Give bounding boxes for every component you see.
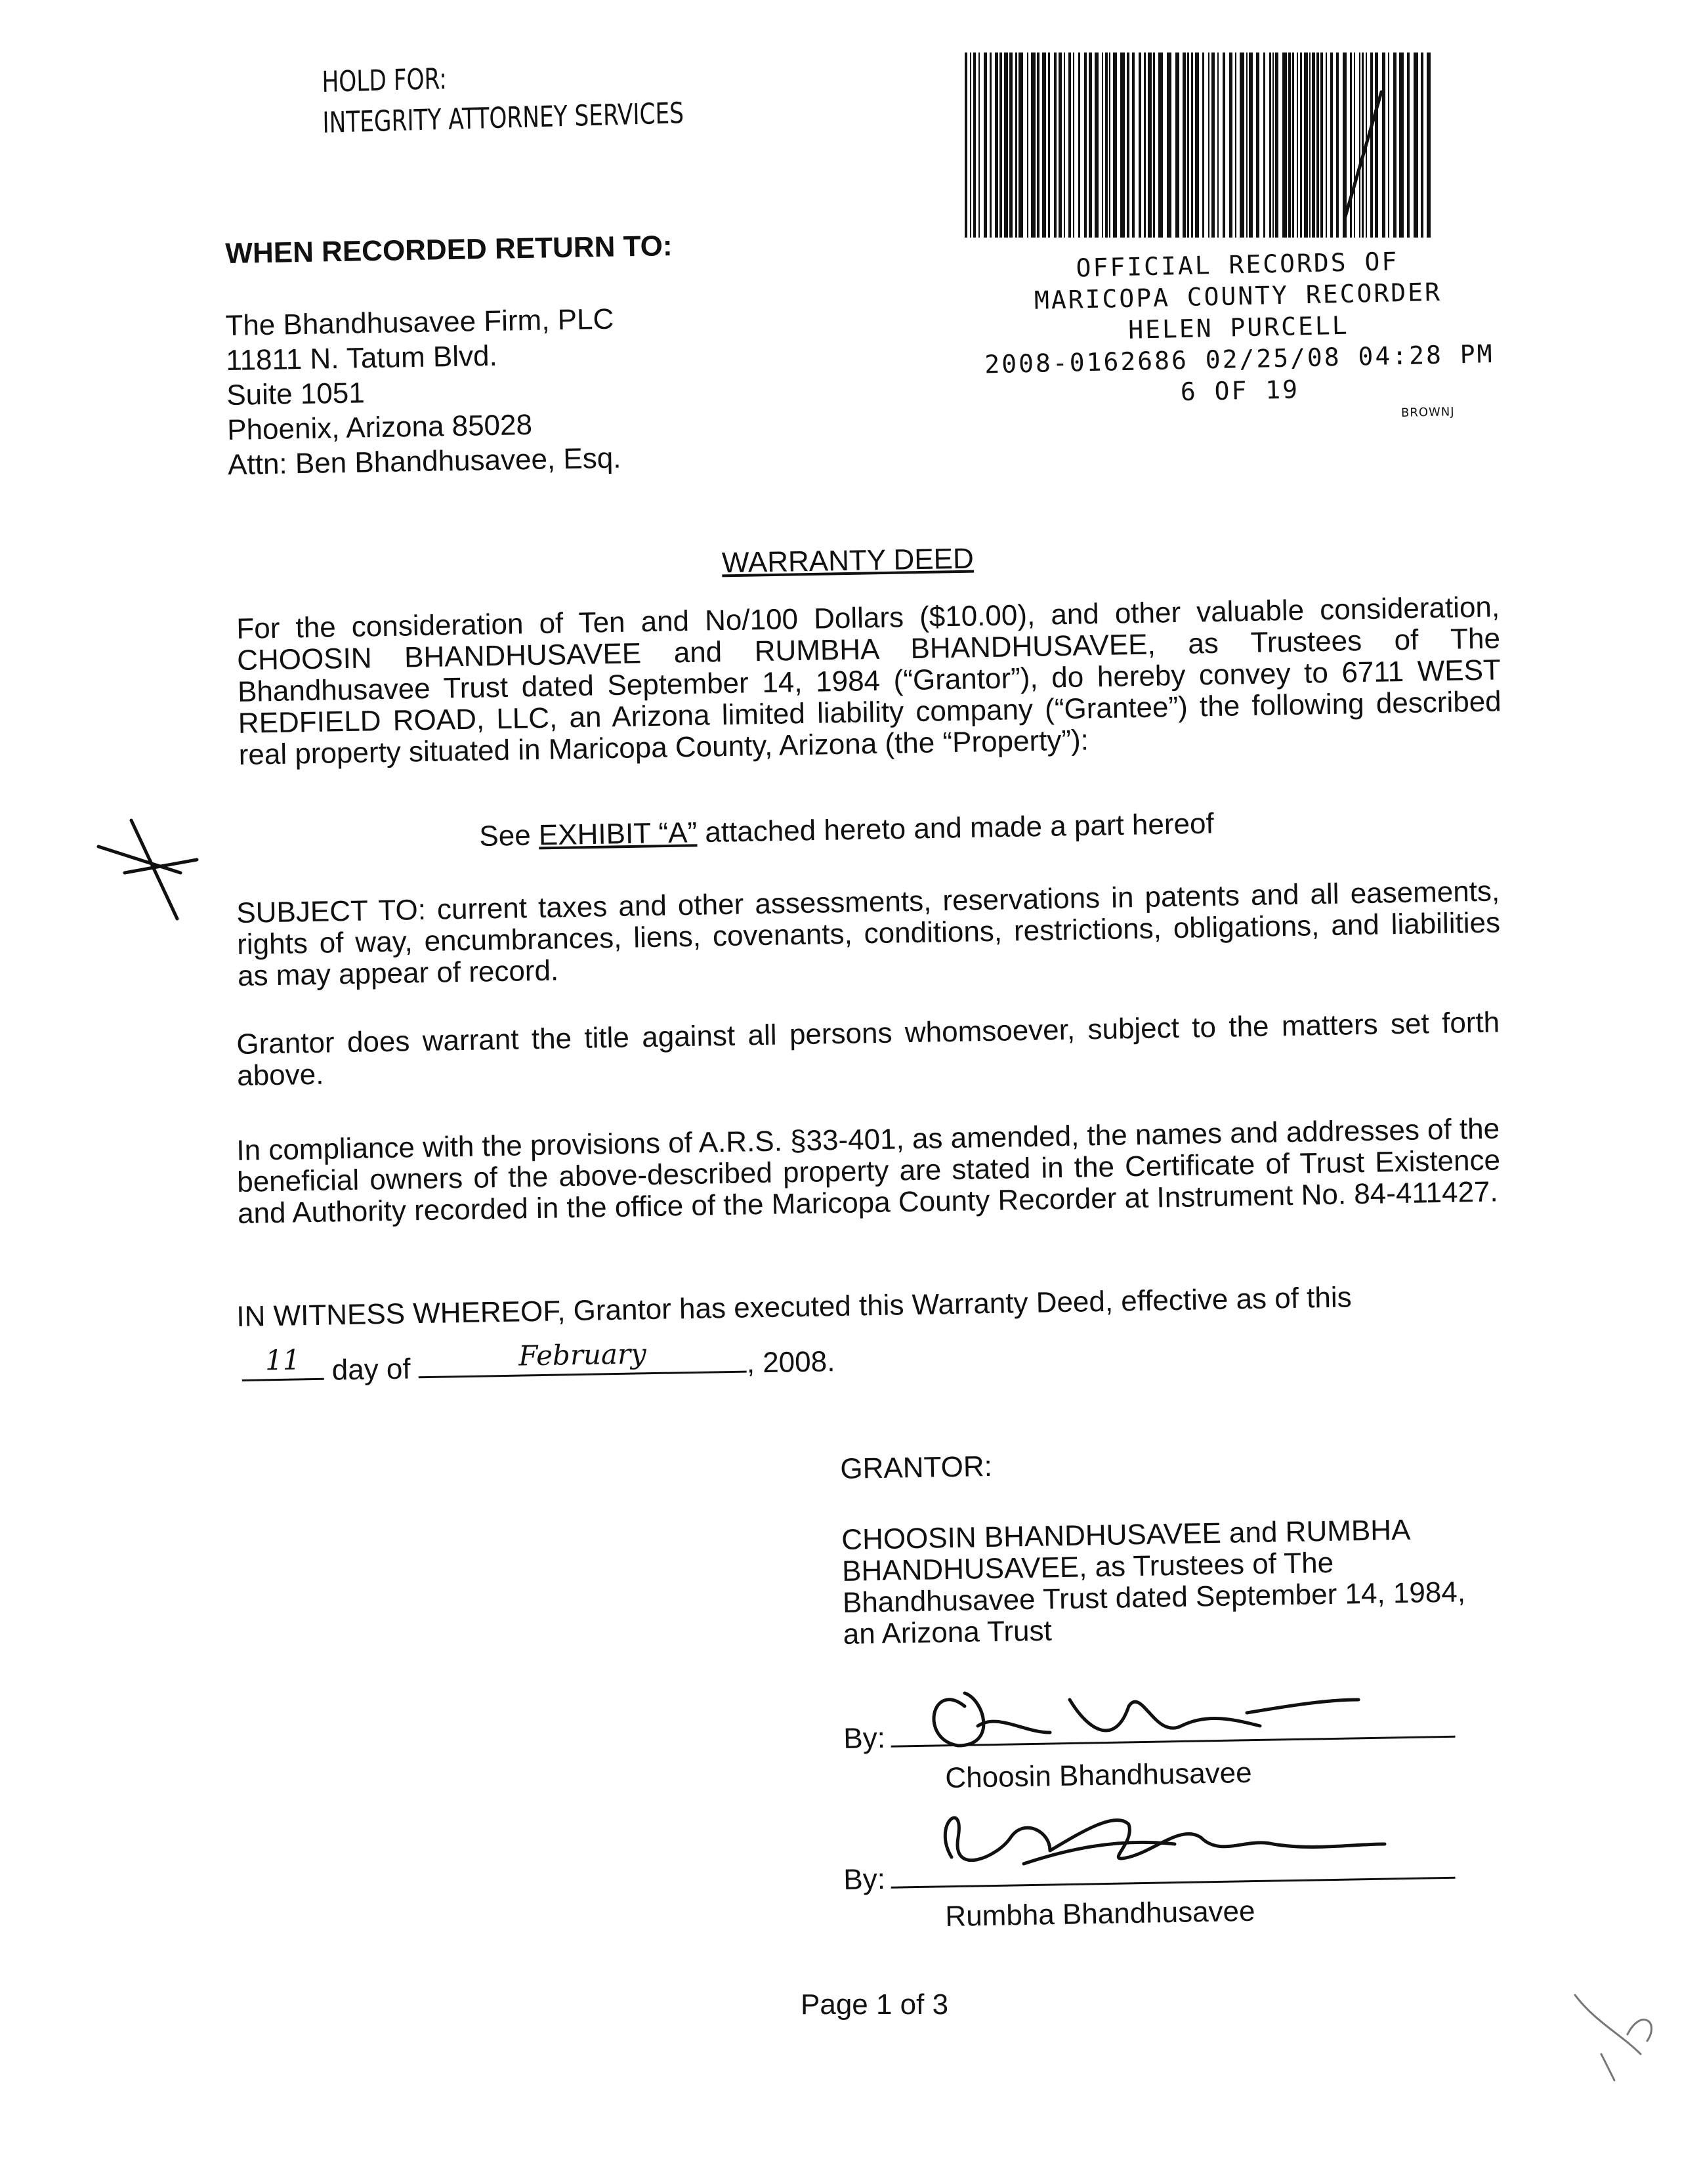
- barcode-bar: [1316, 52, 1319, 238]
- barcode-bar: [984, 52, 987, 238]
- consideration-paragraph: For the consideration of Ten and No/100 Dollars ($10.00), and other valuable consideration, CHOOSIN BHANDHUSAVEE and RUMBHA BHANDHUSAVEE, as Trustees of The Bhandhusavee Trust dated September 14, 1984 (“Grantor”), do hereby convey to 6711 WEST REDFIELD ROAD, LLC, an Arizona limited liability company (“Grantee”) the following described real property situated in Maricopa County, Arizona (the “Property”):: [236, 591, 1502, 771]
- barcode-bar: [1132, 52, 1135, 238]
- barcode-bar: [1399, 52, 1404, 238]
- barcode-bar: [1191, 52, 1193, 238]
- exhibit-link: EXHIBIT “A”: [538, 816, 698, 852]
- barcode-bar: [965, 52, 967, 238]
- exhibit-post: attached hereto and made a part hereof: [696, 807, 1215, 849]
- day-of-text: day of: [324, 1353, 419, 1387]
- recording-barcode: [965, 52, 1432, 238]
- barcode-bar: [1362, 52, 1364, 238]
- barcode-bar: [1073, 52, 1074, 238]
- grantor-label: GRANTOR:: [839, 1450, 993, 1485]
- barcode-bar: [1113, 52, 1117, 238]
- barcode-bar: [1370, 52, 1373, 238]
- grantor-line: Bhandhusavee Trust dated September 14, 1984,: [842, 1576, 1466, 1619]
- barcode-bar: [1249, 52, 1253, 238]
- barcode-bar: [1054, 52, 1057, 238]
- barcode-bar: [1354, 52, 1355, 238]
- hold-note-line-2: INTEGRITY ATTORNEY SERVICES: [322, 96, 684, 140]
- barcode-bar: [1175, 52, 1179, 238]
- barcode-bar: [1208, 52, 1209, 238]
- recorder-stamp: [965, 243, 1513, 412]
- barcode-bar: [1127, 52, 1129, 238]
- barcode-bar: [1336, 52, 1339, 238]
- barcode-bar: [973, 52, 976, 238]
- grantor-block: [840, 1442, 1466, 1650]
- barcode-bar: [1102, 52, 1103, 238]
- barcode-bar: [1068, 52, 1071, 238]
- signature-line-2: [843, 1853, 1455, 1897]
- day-handwritten: 11: [264, 1343, 301, 1377]
- barcode-bar: [1382, 52, 1385, 238]
- signer-name-1: Choosin Bhandhusavee: [945, 1756, 1253, 1794]
- year-text: , 2008.: [746, 1345, 835, 1379]
- barcode-bar: [1388, 52, 1389, 238]
- barcode-bar: [1275, 52, 1278, 238]
- barcode-bar: [1095, 52, 1099, 238]
- barcode-bar: [1246, 52, 1248, 238]
- barcode-bar: [1421, 52, 1423, 238]
- barcode-bar: [1031, 52, 1036, 238]
- barcode-bar: [1089, 52, 1092, 238]
- barcode-bar: [1282, 52, 1287, 238]
- exhibit-reference: [479, 807, 1214, 853]
- barcode-bar: [1229, 52, 1232, 238]
- barcode-bar: [978, 52, 980, 238]
- month-blank: [418, 1337, 747, 1379]
- barcode-bar: [1015, 52, 1017, 238]
- by-label: By:: [843, 1721, 886, 1755]
- recording-number: 2008-0162686 02/25/08 04:28 PM: [984, 339, 1494, 379]
- barcode-bar: [970, 52, 971, 238]
- barcode-bar: [1407, 52, 1410, 238]
- recorder-stamp-line-2: MARICOPA COUNTY RECORDER: [1034, 277, 1442, 315]
- exhibit-pre: See: [479, 819, 539, 852]
- signature-line-1: [843, 1712, 1455, 1755]
- barcode-bar: [1211, 52, 1215, 238]
- barcode-bar: [1300, 52, 1302, 238]
- barcode-bar: [1375, 52, 1378, 238]
- barcode-bar: [1042, 52, 1046, 238]
- barcode-bar: [1272, 52, 1274, 238]
- barcode-bar: [1288, 52, 1291, 238]
- barcode-bar: [1304, 52, 1308, 238]
- barcode-bar: [1263, 52, 1265, 238]
- barcode-bar: [1359, 52, 1360, 238]
- recorder-stamp-line-1: OFFICIAL RECORDS OF: [1076, 247, 1399, 283]
- return-to-line: The Bhandhusavee Firm, PLC: [225, 303, 614, 342]
- barcode-bar: [1018, 52, 1023, 238]
- barcode-bar: [1004, 52, 1008, 238]
- barcode-bar: [1048, 52, 1050, 238]
- barcode-bar: [1350, 52, 1352, 238]
- hold-note-line-1: HOLD FOR:: [322, 62, 448, 99]
- barcode-bar: [1240, 52, 1244, 238]
- grantor-line: an Arizona Trust: [843, 1614, 1053, 1650]
- grantor-line: CHOOSIN BHANDHUSAVEE and RUMBHA: [841, 1513, 1411, 1556]
- barcode-bar: [1235, 52, 1236, 238]
- barcode-bar: [1153, 52, 1155, 238]
- hold-note: [322, 52, 684, 144]
- barcode-bar: [1027, 52, 1028, 238]
- barcode-bar: [999, 52, 1002, 238]
- barcode-bar: [1105, 52, 1108, 238]
- barcode-bar: [1330, 52, 1333, 238]
- barcode-bar: [1144, 52, 1146, 238]
- signature-rule: [891, 1857, 1455, 1889]
- subject-to-paragraph: SUBJECT TO: current taxes and other assessments, reservations in patents and all easements, rights of way, encumbrances, liens, covenants, conditions, restrictions, obligations, and liabilities as may appear of record.: [236, 875, 1501, 992]
- witness-date-line: [242, 1337, 835, 1389]
- barcode-bar: [1309, 52, 1311, 238]
- return-to-heading: WHEN RECORDED RETURN TO:: [225, 230, 673, 270]
- barcode-bar: [1366, 52, 1367, 238]
- barcode-bar: [1223, 52, 1225, 238]
- barcode-bar: [1195, 52, 1199, 238]
- barcode-bar: [1139, 52, 1141, 238]
- barcode-bar: [1183, 52, 1186, 238]
- barcode-bar: [990, 52, 992, 238]
- barcode-bar: [1148, 52, 1152, 238]
- barcode-bar: [1158, 52, 1163, 238]
- return-to-address: [225, 302, 621, 482]
- witness-paragraph: IN WITNESS WHEREOF, Grantor has executed this Warranty Deed, effective as of this: [236, 1281, 1353, 1333]
- return-to-line: Attn: Ben Bhandhusavee, Esq.: [227, 442, 621, 481]
- by-label: By:: [843, 1862, 886, 1896]
- margin-cross-mark: [98, 820, 197, 919]
- barcode-bar: [1312, 52, 1315, 238]
- barcode-bar: [1343, 52, 1347, 238]
- barcode-bar: [1187, 52, 1189, 238]
- barcode-bar: [1120, 52, 1125, 238]
- barcode-bar: [1037, 52, 1040, 238]
- barcode-bar: [1414, 52, 1418, 238]
- document-title: WARRANTY DEED: [721, 542, 975, 579]
- barcode-bar: [1009, 52, 1013, 238]
- barcode-bar: [1292, 52, 1294, 238]
- barcode-bar: [1109, 52, 1110, 238]
- signature-rule: [891, 1716, 1455, 1748]
- compliance-paragraph: In compliance with the provisions of A.R.S. §33-401, as amended, the names and addresses of the beneficial owners of the above-described property are stated in the Certificate of Trust Existence and Authority recorded in the office of the Maricopa County Recorder at Instrument No. 84-411427.: [236, 1112, 1501, 1230]
- barcode-bar: [1269, 52, 1271, 238]
- barcode-bar: [1326, 52, 1327, 238]
- barcode-bar: [1393, 52, 1396, 238]
- barcode-bar: [1084, 52, 1087, 238]
- month-handwritten: February: [518, 1337, 647, 1372]
- clerk-mark: BROWNJ: [1400, 405, 1455, 420]
- barcode-bar: [1059, 52, 1062, 238]
- barcode-bar: [1297, 52, 1298, 238]
- return-to-line: Suite 1051: [226, 377, 366, 411]
- grantor-line: BHANDHUSAVEE, as Trustees of The: [841, 1546, 1334, 1587]
- signer-name-2: Rumbha Bhandhusavee: [945, 1895, 1255, 1933]
- barcode-bar: [1427, 52, 1431, 238]
- page-count-stamp: 6 OF 19: [1180, 375, 1300, 407]
- barcode-bar: [1202, 52, 1204, 238]
- page-number: Page 1 of 3: [801, 1988, 949, 2021]
- recorder-stamp-line-3: HELEN PURCELL: [1127, 310, 1350, 345]
- barcode-bar: [1167, 52, 1171, 238]
- barcode-bar: [995, 52, 998, 238]
- barcode-bar: [1064, 52, 1065, 238]
- day-blank: [242, 1343, 324, 1381]
- barcode-bar: [1320, 52, 1323, 238]
- barcode-bar: [1256, 52, 1259, 238]
- corner-scribble: [1575, 1995, 1652, 2080]
- barcode-bar: [1078, 52, 1080, 238]
- warrant-paragraph: Grantor does warrant the title against all persons whomsoever, subject to the matters set forth above.: [236, 1006, 1500, 1092]
- return-to-line: Phoenix, Arizona 85028: [226, 408, 533, 446]
- barcode-bar: [1217, 52, 1219, 238]
- return-to-line: 11811 N. Tatum Blvd.: [225, 339, 498, 377]
